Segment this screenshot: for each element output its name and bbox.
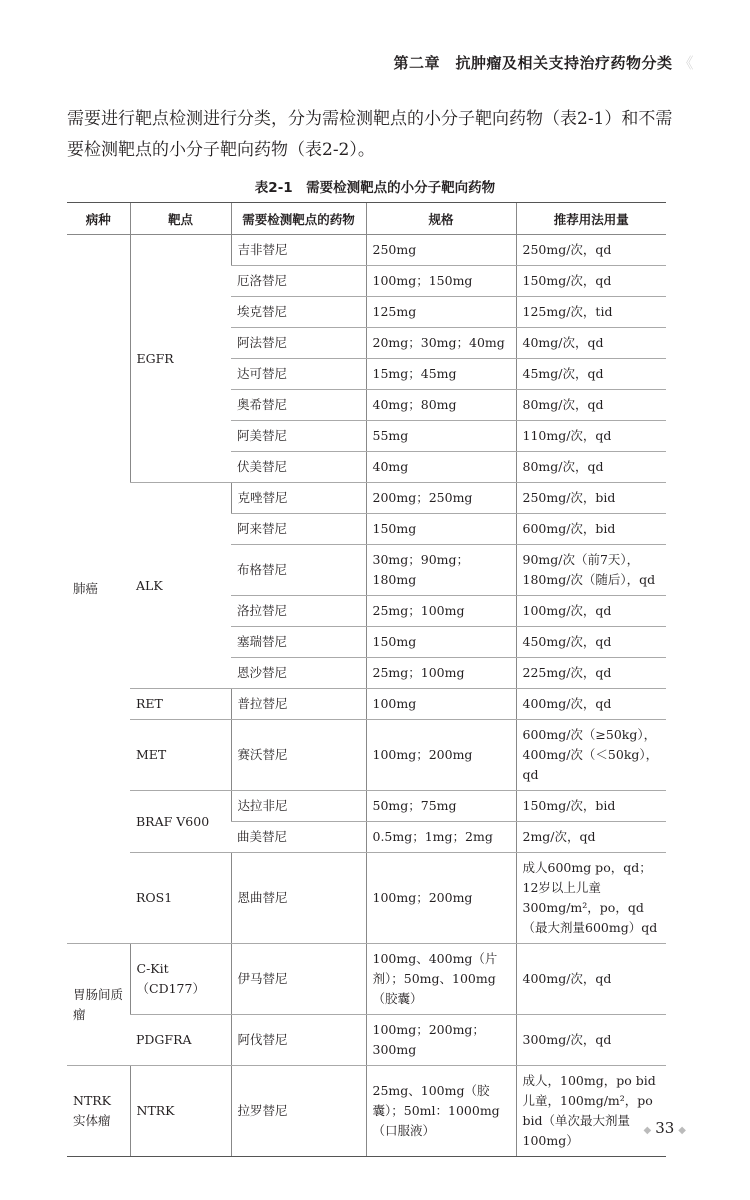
spec-cell: 100mg、400mg（片剂）；50mg、100mg（胶囊） [366, 944, 516, 1015]
target-cell: PDGFRA [130, 1015, 231, 1066]
spec-cell: 55mg [366, 421, 516, 452]
drug-name-cell: 伏美替尼 [231, 452, 366, 483]
table-row [67, 235, 666, 266]
running-head [393, 52, 694, 73]
disease-cell: 肺癌 [67, 235, 130, 944]
drug-name-cell: 阿美替尼 [231, 421, 366, 452]
drug-name-cell: 恩曲替尼 [231, 853, 366, 944]
drug-name-cell: 拉罗替尼 [231, 1066, 366, 1157]
dose-cell: 250mg/次，bid [516, 483, 666, 514]
drug-name-cell: 恩沙替尼 [231, 658, 366, 689]
table-header-row [67, 203, 666, 235]
dose-cell: 110mg/次，qd [516, 421, 666, 452]
dose-cell: 90mg/次（前7天），180mg/次（随后），qd [516, 545, 666, 596]
table-row [67, 483, 666, 514]
drug-name-cell: 洛拉替尼 [231, 596, 366, 627]
drug-name-cell: 克唑替尼 [231, 483, 366, 514]
dose-cell: 250mg/次，qd [516, 235, 666, 266]
dose-cell: 80mg/次，qd [516, 390, 666, 421]
drug-name-cell: 布格替尼 [231, 545, 366, 596]
drug-name-cell: 曲美替尼 [231, 822, 366, 853]
disease-cell: NTRK实体瘤 [67, 1066, 130, 1157]
spec-cell: 25mg；100mg [366, 658, 516, 689]
table-row [67, 1015, 666, 1066]
chapter-title: 第二章 抗肿瘤及相关支持治疗药物分类 [393, 54, 673, 72]
spec-cell: 150mg [366, 627, 516, 658]
dose-cell: 100mg/次，qd [516, 596, 666, 627]
spec-cell: 100mg；200mg [366, 853, 516, 944]
spec-cell: 200mg；250mg [366, 483, 516, 514]
drug-name-cell: 伊马替尼 [231, 944, 366, 1015]
page-number: ◆ 33 ◆ [643, 1119, 686, 1137]
drug-name-cell: 塞瑞替尼 [231, 627, 366, 658]
spec-cell: 125mg [366, 297, 516, 328]
drug-name-cell: 达拉非尼 [231, 791, 366, 822]
table-row [67, 791, 666, 822]
column-header: 规格 [366, 203, 516, 235]
column-header: 病种 [67, 203, 130, 235]
dose-cell: 600mg/次，bid [516, 514, 666, 545]
target-cell: ROS1 [130, 853, 231, 944]
table-row [67, 720, 666, 791]
spec-cell: 50mg；75mg [366, 791, 516, 822]
dose-cell: 125mg/次，tid [516, 297, 666, 328]
dose-cell: 40mg/次，qd [516, 328, 666, 359]
spec-cell: 40mg [366, 452, 516, 483]
dose-cell: 450mg/次，qd [516, 627, 666, 658]
spec-cell: 100mg [366, 689, 516, 720]
table-caption: 表2-1 需要检测靶点的小分子靶向药物 [254, 180, 496, 196]
dose-cell: 150mg/次，qd [516, 266, 666, 297]
drug-table [67, 202, 666, 1157]
chevron-decoration-icon: 《 [678, 54, 694, 72]
drug-name-cell: 奥希替尼 [231, 390, 366, 421]
page-number-text: 33 [655, 1119, 675, 1137]
drug-name-cell: 达可替尼 [231, 359, 366, 390]
target-cell: BRAF V600 [130, 791, 231, 853]
drug-name-cell: 普拉替尼 [231, 689, 366, 720]
target-cell: RET [130, 689, 231, 720]
drug-name-cell: 埃克替尼 [231, 297, 366, 328]
spec-cell: 25mg、100mg（胶囊）；50ml：1000mg（口服液） [366, 1066, 516, 1157]
dose-cell: 成人，100mg，po bid 儿童，100mg/m²，po bid（单次最大剂量100mg） [516, 1066, 666, 1157]
dose-cell: 150mg/次，bid [516, 791, 666, 822]
body-paragraph: 需要进行靶点检测进行分类，分为需检测靶点的小分子靶向药物（表2-1）和不需要检测靶点的小分子靶向药物（表2-2）。 [67, 109, 673, 160]
dose-cell: 400mg/次，qd [516, 689, 666, 720]
disease-cell: 胃肠间质瘤 [67, 944, 130, 1066]
dose-cell: 成人600mg po，qd；12岁以上儿童300mg/m²，po，qd（最大剂量600mg）qd [516, 853, 666, 944]
spec-cell: 25mg；100mg [366, 596, 516, 627]
target-cell: EGFR [130, 235, 231, 483]
table-row [67, 689, 666, 720]
spec-cell: 20mg；30mg；40mg [366, 328, 516, 359]
dose-cell: 45mg/次，qd [516, 359, 666, 390]
dose-cell: 225mg/次，qd [516, 658, 666, 689]
target-cell: C-Kit（CD177） [130, 944, 231, 1015]
table-row [67, 853, 666, 944]
drug-name-cell: 吉非替尼 [231, 235, 366, 266]
dose-cell: 80mg/次，qd [516, 452, 666, 483]
spec-cell: 150mg [366, 514, 516, 545]
dose-cell: 300mg/次，qd [516, 1015, 666, 1066]
spec-cell: 40mg；80mg [366, 390, 516, 421]
target-cell: MET [130, 720, 231, 791]
dose-cell: 600mg/次（≥50kg），400mg/次（＜50kg），qd [516, 720, 666, 791]
dose-cell: 2mg/次，qd [516, 822, 666, 853]
spec-cell: 100mg；150mg [366, 266, 516, 297]
spec-cell: 0.5mg；1mg；2mg [366, 822, 516, 853]
table-row [67, 1066, 666, 1157]
spec-cell: 30mg；90mg；180mg [366, 545, 516, 596]
spec-cell: 100mg；200mg；300mg [366, 1015, 516, 1066]
target-cell: NTRK [130, 1066, 231, 1157]
column-header: 推荐用法用量 [516, 203, 666, 235]
drug-name-cell: 赛沃替尼 [231, 720, 366, 791]
column-header: 靶点 [130, 203, 231, 235]
drug-name-cell: 阿法替尼 [231, 328, 366, 359]
spec-cell: 15mg；45mg [366, 359, 516, 390]
drug-name-cell: 厄洛替尼 [231, 266, 366, 297]
spec-cell: 100mg；200mg [366, 720, 516, 791]
target-cell: ALK [130, 483, 231, 689]
spec-cell: 250mg [366, 235, 516, 266]
drug-name-cell: 阿来替尼 [231, 514, 366, 545]
dose-cell: 400mg/次，qd [516, 944, 666, 1015]
column-header: 需要检测靶点的药物 [231, 203, 366, 235]
drug-name-cell: 阿伐替尼 [231, 1015, 366, 1066]
table-row [67, 944, 666, 1015]
